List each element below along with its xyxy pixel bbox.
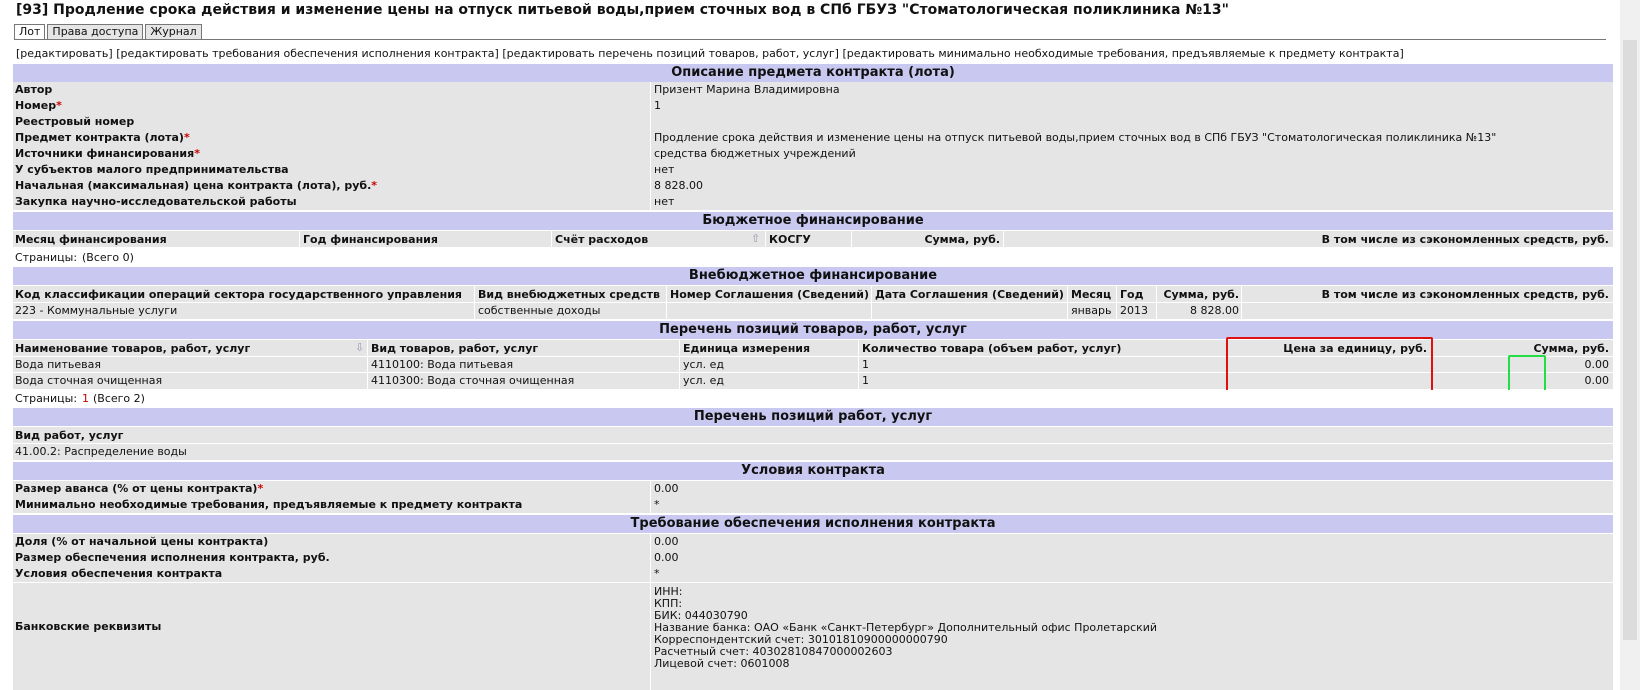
cell-qty: 1 [862,358,869,371]
row-label: Минимально необходимые требования, предъявляемые к предмету контракта [15,498,523,511]
conditions-section-header: Условия контракта [13,462,1613,480]
row-value: 8 828.00 [654,179,703,192]
cell-kind: 4110100: Вода питьевая [371,358,514,371]
row-value: 0.00 [654,535,679,548]
edit-links [16,47,1404,60]
col-price[interactable]: Цена за единицу, руб. [1283,342,1427,355]
scrollbar-track[interactable] [1623,40,1637,640]
row-funding-sources [13,146,1613,163]
pager-total: (Всего 2) [93,392,145,405]
row-label: Начальная (максимальная) цена контракта (лота), руб.* [15,179,378,192]
row-subject [13,130,1613,147]
col-agreement-no[interactable]: Номер Соглашения (Сведений) [670,288,870,301]
col-unit[interactable]: Единица измерения [683,342,811,355]
row-advance [13,481,1613,498]
cell-code: 223 - Коммунальные услуги [15,304,178,317]
cell-qty: 1 [862,374,869,387]
pager-label: Страницы: [15,392,78,405]
bank-personal-account: Лицевой счет: 0601008 [654,657,790,670]
tab-divider [14,39,1606,40]
edit-link[interactable]: [редактировать] [16,47,113,60]
extra-budget-section-header: Внебюджетное финансирование [13,267,1613,285]
row-min-requirements [13,497,1613,513]
works-table [13,427,1613,460]
col-qty[interactable]: Количество товара (объем работ, услуг) [862,342,1122,355]
row-value: * [654,567,660,580]
edit-min-requirements-link[interactable]: [редактировать минимально необходимые требования, предъявляемые к предмету контракта] [842,47,1404,60]
cell-sum: 8 828.00 [1190,304,1239,317]
bank-account: Расчетный счет: 40302810847000002603 [654,645,893,658]
col-month[interactable]: Месяц финансирования [15,233,167,246]
row-label: Размер обеспечения исполнения контракта, руб. [15,551,330,564]
col-sum[interactable]: Сумма, руб. [924,233,1000,246]
row-label: Закупка научно-исследовательской работы [15,195,297,208]
col-kosgu[interactable]: КОСГУ [769,233,811,246]
row-value: * [654,498,660,511]
col-month[interactable]: Месяц [1071,288,1112,301]
green-box-annotation [1508,355,1546,395]
cell-unit: усл. ед [683,374,724,387]
cell-work-kind: 41.00.2: Распределение воды [15,445,187,458]
col-sum[interactable]: Сумма, руб. [1533,342,1609,355]
budget-section-header: Бюджетное финансирование [13,212,1613,230]
row-label: Предмет контракта (лота)* [15,131,190,144]
col-name[interactable]: Наименование товаров, работ, услуг [15,342,251,355]
vertical-scrollbar[interactable] [1620,0,1640,690]
row-label: Номер* [15,99,62,112]
row-author [13,82,1613,99]
goods-pager [13,390,1613,406]
row-value: Призент Марина Владимировна [654,83,840,96]
bank-corr-account: Корреспондентский счет: 30101810900000000790 [654,633,948,646]
col-sum[interactable]: Сумма, руб. [1163,288,1239,301]
cell-sum: 0.00 [1584,374,1609,387]
cell-sum: 0.00 [1584,358,1609,371]
col-kind[interactable]: Вид товаров, работ, услуг [371,342,539,355]
pager-current-page[interactable]: 1 [82,392,89,405]
col-saved[interactable]: В том числе из сэкономленных средств, руб. [1321,288,1609,301]
row-label: Размер аванса (% от цены контракта)* [15,482,264,495]
row-value: 0.00 [654,551,679,564]
works-section-header: Перечень позиций работ, услуг [13,408,1613,426]
row-value: 0.00 [654,482,679,495]
row-value: Продление срока действия и изменение цены на отпуск питьевой воды,прием сточных вод в СПб ГБУЗ "Стоматологическая поликлиника №13" [654,131,1497,144]
bank-name: Название банка: ОАО «Банк «Санкт-Петербург» Дополнительный офис Пролетарский [654,621,1158,634]
row-bank-details [13,583,1613,690]
page-title: [93] Продление срока действия и изменение цены на отпуск питьевой воды,прием сточных вод в СПб ГБУЗ "Стоматологическая поликлиника №13" [16,2,1229,18]
tab-journal[interactable]: Журнал [145,24,201,39]
cell-kind: 4110300: Вода сточная очищенная [371,374,575,387]
row-label: Условия обеспечения контракта [15,567,223,580]
col-year[interactable]: Год [1120,288,1144,301]
row-label: Банковские реквизиты [15,620,162,633]
row-value: нет [654,163,675,176]
row-initial-price [13,178,1613,195]
tab-bar [14,24,204,40]
edit-security-link[interactable]: [редактировать требования обеспечения исполнения контракта] [116,47,499,60]
sort-down-arrow-icon[interactable]: ⇩ [355,341,365,354]
row-registry-number [13,114,1613,131]
cell-kind: собственные доходы [478,304,601,317]
row-label: Доля (% от начальной цены контракта) [15,535,269,548]
pager-label: Страницы: [15,251,78,264]
col-agreement-date[interactable]: Дата Соглашения (Сведений) [875,288,1064,301]
row-value: средства бюджетных учреждений [654,147,856,160]
budget-table-header [13,231,1613,247]
col-work-kind[interactable]: Вид работ, услуг [15,429,124,442]
row-label: У субъектов малого предпринимательства [15,163,289,176]
row-label: Источники финансирования* [15,147,200,160]
tab-access-rights[interactable]: Права доступа [47,24,143,39]
cell-name[interactable]: Вода питьевая [15,358,101,371]
sort-up-arrow-icon[interactable]: ⇧ [751,232,761,245]
cell-year: 2013 [1120,304,1148,317]
col-year[interactable]: Год финансирования [303,233,438,246]
row-value: нет [654,195,675,208]
edit-positions-link[interactable]: [редактировать перечень позиций товаров, работ, услуг] [502,47,839,60]
budget-pager [13,249,1613,265]
row-security-amount [13,550,1613,567]
bank-inn: ИНН: [654,585,683,598]
bank-kpp: КПП: [654,597,683,610]
tab-lot[interactable]: Лот [14,24,45,39]
extra-budget-table [13,286,1613,319]
col-saved[interactable]: В том числе из сэкономленных средств, руб. [1321,233,1609,246]
row-label: Реестровый номер [15,115,135,128]
row-label: Автор [15,83,53,96]
row-number [13,98,1613,115]
row-security-conditions [13,566,1613,583]
row-research-work [13,194,1613,210]
row-small-business [13,162,1613,179]
col-account[interactable]: Счёт расходов [555,233,649,246]
cell-month: январь [1071,304,1112,317]
row-share [13,534,1613,551]
cell-name[interactable]: Вода сточная очищенная [15,374,163,387]
lot-section-header: Описание предмета контракта (лота) [13,64,1613,82]
red-box-annotation [1226,337,1433,393]
bank-bik: БИК: 044030790 [654,609,748,622]
row-value: 1 [654,99,661,112]
col-code[interactable]: Код классификации операций сектора государственного управления [15,288,462,301]
cell-unit: усл. ед [683,358,724,371]
goods-section-header: Перечень позиций товаров, работ, услуг [13,321,1613,339]
security-section-header: Требование обеспечения исполнения контракта [13,515,1613,533]
col-kind[interactable]: Вид внебюджетных средств [478,288,660,301]
pager-total: (Всего 0) [82,251,134,264]
